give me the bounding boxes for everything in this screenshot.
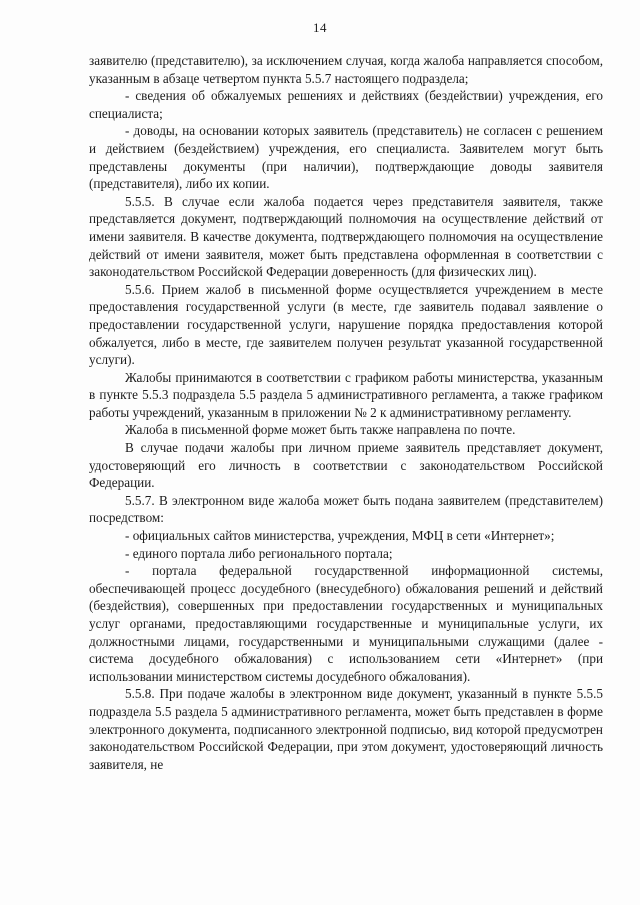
list-item-official-sites: - официальных сайтов министерства, учреждения, МФЦ в сети «Интернет»; [125,528,555,544]
list-item-arguments: - доводы, на основании которых заявитель (представитель) не согласен с решением и действием (бездействием) учреждения, его специалиста. Заявителем могут быть представлены документы (при наличии), подтверждающие доводы заявителя (представителя), либо их копии. [89,123,603,192]
list-item-portals: - единого портала либо регионального портала; [125,545,393,561]
paragraph-mail: Жалоба в письменной форме может быть также направлена по почте. [125,422,516,438]
clause-5-5-8: 5.5.8. При подаче жалобы в электронном виде документ, указанный в пункте 5.5.5 подраздела 5.5 раздела 5 административного регламента, может быть представлен в форме электронного документа, подписанного электронной подписью, вид которой предусмотрен законодательством Российской Федерации, при этом документ, удостоверяющий личность заявителя, не [89,686,603,772]
document-body [89,52,603,773]
list-item-decisions: - сведения об обжалуемых решениях и действиях (бездействии) учреждения, его специалиста; [89,88,603,121]
page-number: 14 [313,20,327,35]
clause-5-5-7: 5.5.7. В электронном виде жалоба может быть подана заявителем (представителем) посредством: [89,492,603,526]
clause-5-5-6: 5.5.6. Прием жалоб в письменной форме осуществляется учреждением в месте предоставления государственной услуги (в месте, где заявитель подавал заявление о предоставлении государственной услуги, нарушение порядка предоставления которой обжалуется, либо в месте, где заявителем получен результат указанной государственной услуги). [89,281,603,368]
paragraph-personal-reception: В случае подачи жалобы при личном приеме заявитель представляет документ, удостоверяющий его личность в соответствии с законодательством Российской Федерации. [89,440,603,491]
list-item-federal-system: - портала федеральной государственной информационной системы, обеспечивающей процесс досудебного (внесудебного) обжалования решений и действий (бездействия), совершенных при предоставлении государственных и муниципальных услуг органами, предоставляющими государственные и муниципальные услуги, их должностными лицами, государственными и муниципальными служащими (далее - система досудебного обжалования) с использованием сети «Интернет» (при использовании министерством системы досудебного обжалования). [89,563,603,684]
clause-5-5-5: 5.5.5. В случае если жалоба подается через представителя заявителя, также представляется документ, подтверждающий полномочия на осуществление действий от имени заявителя. В качестве документа, подтверждающего полномочия на осуществление действий от имени заявителя, может быть представлена оформленная в соответствии с законодательством Российской Федерации доверенность (для физических лиц). [89,193,603,280]
paragraph-continuation: заявителю (представителю), за исключением случая, когда жалоба направляется способом, указанным в абзаце четвертом пункта 5.5.7 настоящего подраздела; [89,53,603,86]
paragraph-schedule: Жалобы принимаются в соответствии с графиком работы министерства, указанным в пункте 5.5.3 подраздела 5.5 раздела 5 административного регламента, а также графиком работы учреждений, указанным в приложении № 2 к административному регламенту. [89,369,603,420]
